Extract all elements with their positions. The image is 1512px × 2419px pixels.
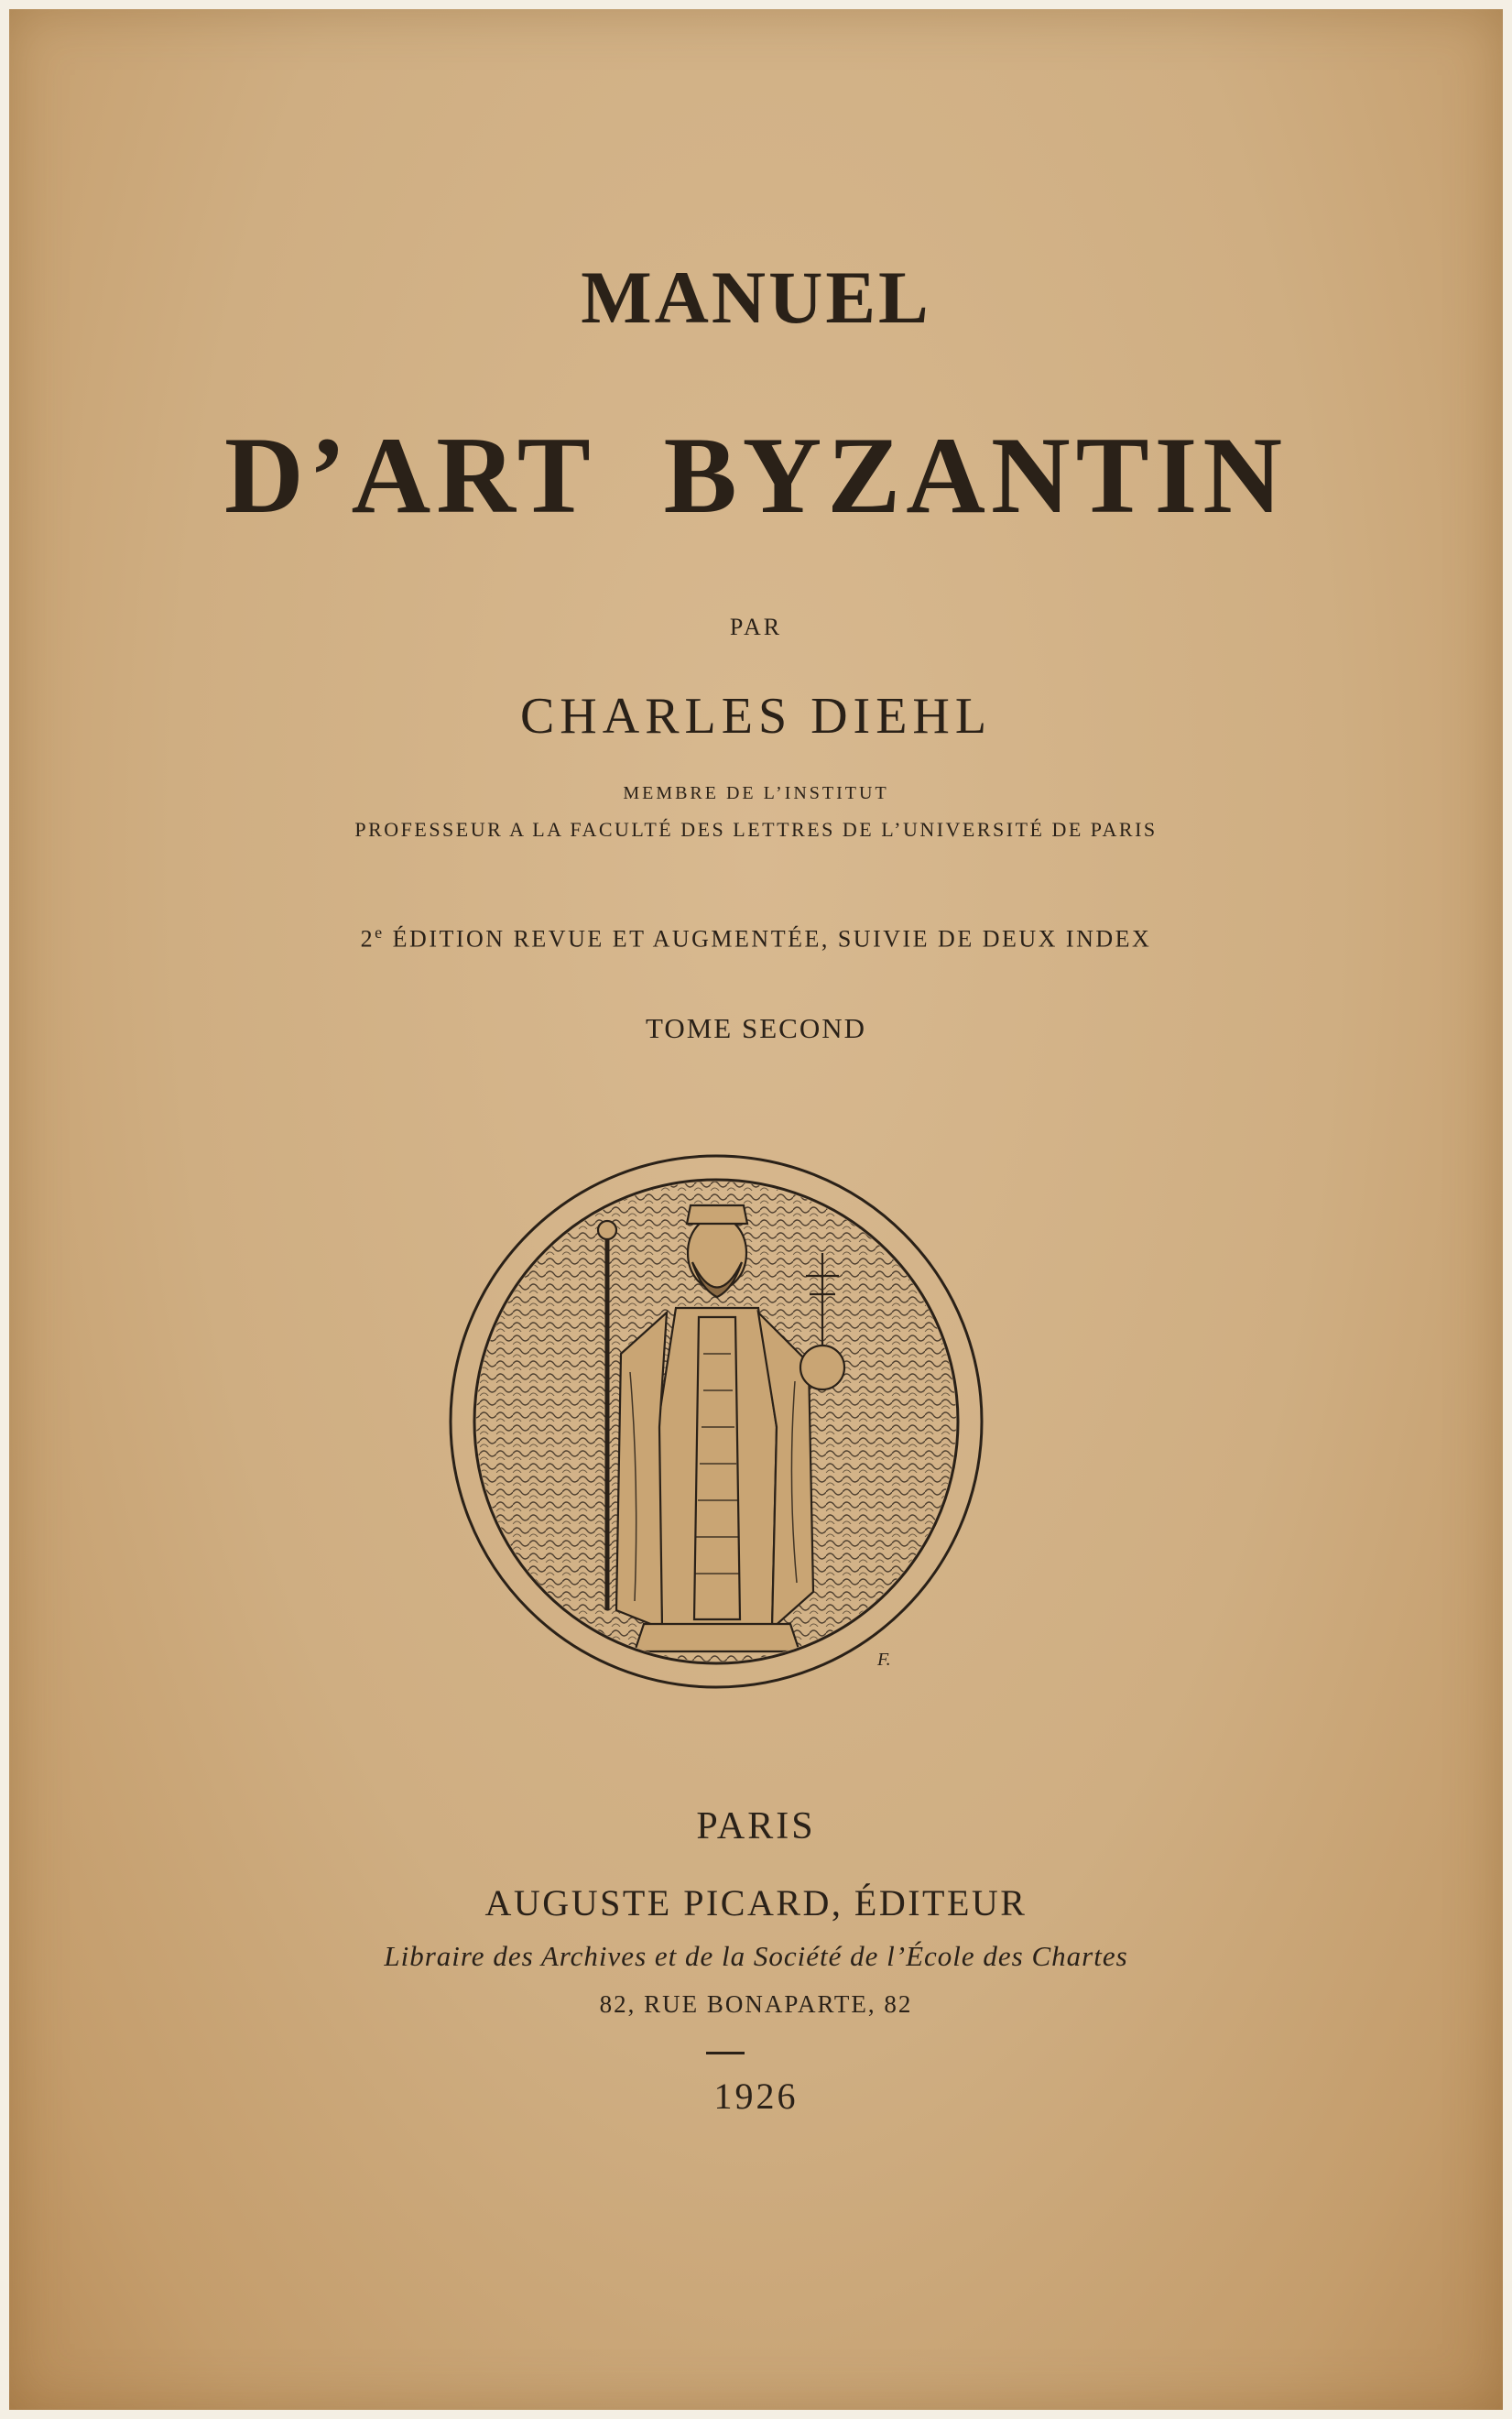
- edition-number: 2: [360, 925, 375, 953]
- tome-label: TOME SECOND: [645, 1012, 867, 1044]
- title-page: [9, 9, 1503, 2410]
- author-name: CHARLES DIEHL: [519, 688, 993, 745]
- byline-par: PAR: [729, 614, 783, 640]
- imprint-libraire: Libraire des Archives et de la Société de l’École des Chartes: [384, 1940, 1128, 1972]
- imprint-publisher: AUGUSTE PICARD, ÉDITEUR: [484, 1882, 1028, 1923]
- edition-superscript: e: [375, 923, 385, 942]
- imprint-year: 1926: [713, 2076, 799, 2117]
- author-affiliation-2: PROFESSEUR A LA FACULTÉ DES LETTRES DE L’UNIVERSITÉ DE PARIS: [354, 818, 1158, 841]
- seal-monogram: F.: [877, 1650, 891, 1670]
- divider-rule: [706, 2052, 745, 2054]
- title-line-1: MANUEL: [581, 256, 931, 339]
- edition-statement: [9, 923, 1503, 953]
- imprint-address: 82, RUE BONAPARTE, 82: [599, 1990, 913, 2018]
- edition-text: ÉDITION REVUE ET AUGMENTÉE, SUIVIE DE DEUX INDEX: [384, 925, 1152, 953]
- imprint-place: PARIS: [696, 1805, 816, 1847]
- title-line-2: D’ART BYZANTIN: [223, 414, 1289, 536]
- emperor-seal-icon: [447, 1152, 985, 1691]
- author-affiliation-1: MEMBRE DE L’INSTITUT: [623, 783, 889, 803]
